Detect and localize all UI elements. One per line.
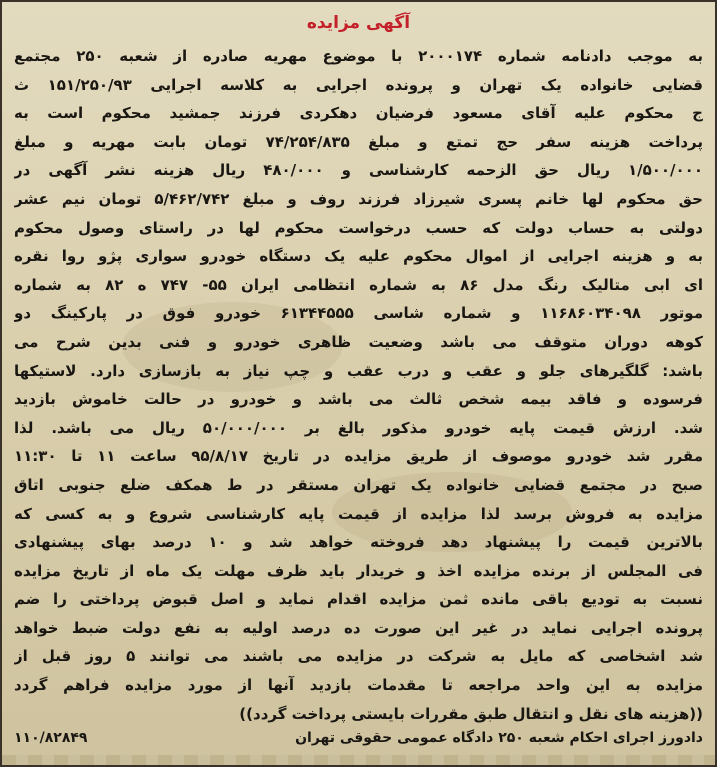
notice-line: ج محکوم علیه آقای مسعود فرضیان دهکردی فرزند جمشید محکوم است به (14, 104, 703, 123)
notice-line: حق محکوم لها خانم پسری شیرزاد فرزند روف و مبلغ ۵/۴۶۲/۷۴۲ تومان نیم عشر (14, 189, 703, 208)
notice-line: به موجب دادنامه شماره ۲۰۰۰۱۷۴ با موضوع مهریه صادره از شعبه ۲۵۰ مجتمع (14, 47, 703, 65)
signature: دادورز اجرای احکام شعبه ۲۵۰ دادگاه عمومی حقوقی تهران (295, 730, 703, 746)
notice-line: قضایی خانواده یک تهران و پرونده اجرایی به کلاسه اجرایی ۱۵۱/۲۵۰/۹۳ ث (14, 75, 703, 94)
notice-line: شد. ارزش قیمت پایه خودرو مذکور بالغ بر ۵۰/۰۰۰/۰۰۰ ریال می باشد. لذا (14, 418, 703, 437)
notice-line: دولتی به حساب دولت که حسب درخواست محکوم لها در راستای وصول محکوم (14, 218, 703, 237)
notice-line: فی المجلس از برنده مزایده اخذ و خریدار باید ظرف مهلت یک ماه از تاریخ مزایده (14, 561, 703, 580)
notice-line: فرسوده و فاقد بیمه شخص ثالث می باشد و خودرو در حالت خاموش بازدید (14, 390, 703, 409)
notice-code: ۱۱۰/۸۲۸۴۹ (14, 730, 88, 746)
notice-line: صبح در مجتمع قضایی خانواده یک تهران مستقر در ط همکف ضلع جنوبی اتاق (14, 475, 703, 494)
notice-line: باشد: گلگیرهای جلو و عقب و درب عقب و چپ نیاز به بازسازی دارد. لاستیکها (14, 361, 703, 380)
notice-body (14, 42, 703, 728)
notice-footer (14, 725, 703, 751)
notice-line: شد اشخاصی که مایل به شرکت در مزایده می باشند می توانند ۵ روز قبل از (14, 647, 703, 666)
notice-line: بالاترین قیمت را پیشنهاد دهد فروخته خواهد شد و ۱۰ درصد بهای پیشنهادی (14, 533, 703, 552)
notice-title: آگهی مزایده (306, 13, 411, 33)
notice-line: ((هزینه های نقل و انتقال طبق مقررات بایستی پرداخت گردد)) (239, 704, 703, 723)
notice-line: نسبت به تودیع باقی مانده ثمن مزایده اقدام نماید و اصل قبوض پرداختی را ضم (14, 590, 703, 609)
notice-line: مزایده به این واحد مراجعه تا مقدمات بازدید آنها از مورد مزایده فراهم گردد (14, 676, 703, 695)
notice-line: پرونده اجرایی نماید در غیر این صورت ده درصد اولیه به نفع دولت ضبط خواهد (14, 618, 703, 637)
notice-line: موتور ۱۱۶۸۶۰۳۴۰۹۸ و شماره شاسی ۶۱۳۴۴۵۵۵ خودرو فوق در پارکینگ دو (14, 304, 703, 323)
notice-line: ای ابی متالیک رنگ مدل ۸۶ به شماره انتظامی ایران ۵۵- ۷۴۷ ه ۸۲ به شماره (14, 275, 703, 294)
torn-edge (2, 755, 715, 765)
notice-line: پرداخت هزینه سفر حج تمتع و مبلغ ۷۴/۲۵۴/۸۳۵ تومان بابت مهریه و مبلغ (14, 132, 703, 151)
notice-line: مقرر شد خودرو موصوف از طریق مزایده در تاریخ ۹۵/۸/۱۷ ساعت ۱۱ تا ۱۱:۳۰ (14, 447, 703, 466)
notice-line: ۱/۵۰۰/۰۰۰ ریال حق الزحمه کارشناسی و ۴۸۰/۰۰۰ ریال هزینه نشر آگهی در (14, 161, 703, 180)
notice-line: مزایده به فروش برسد لذا مزایده از قیمت پایه کارشناسی شروع و به کسی که (14, 504, 703, 523)
notice-line: کوهه دوران متوقف می باشد وضعیت ظاهری خودرو و فنی بدین شرح می (14, 332, 703, 351)
notice-line: به و هزینه اجرایی از اموال محکوم علیه یک دستگاه خودرو سواری پژو روا نقره (14, 247, 703, 266)
